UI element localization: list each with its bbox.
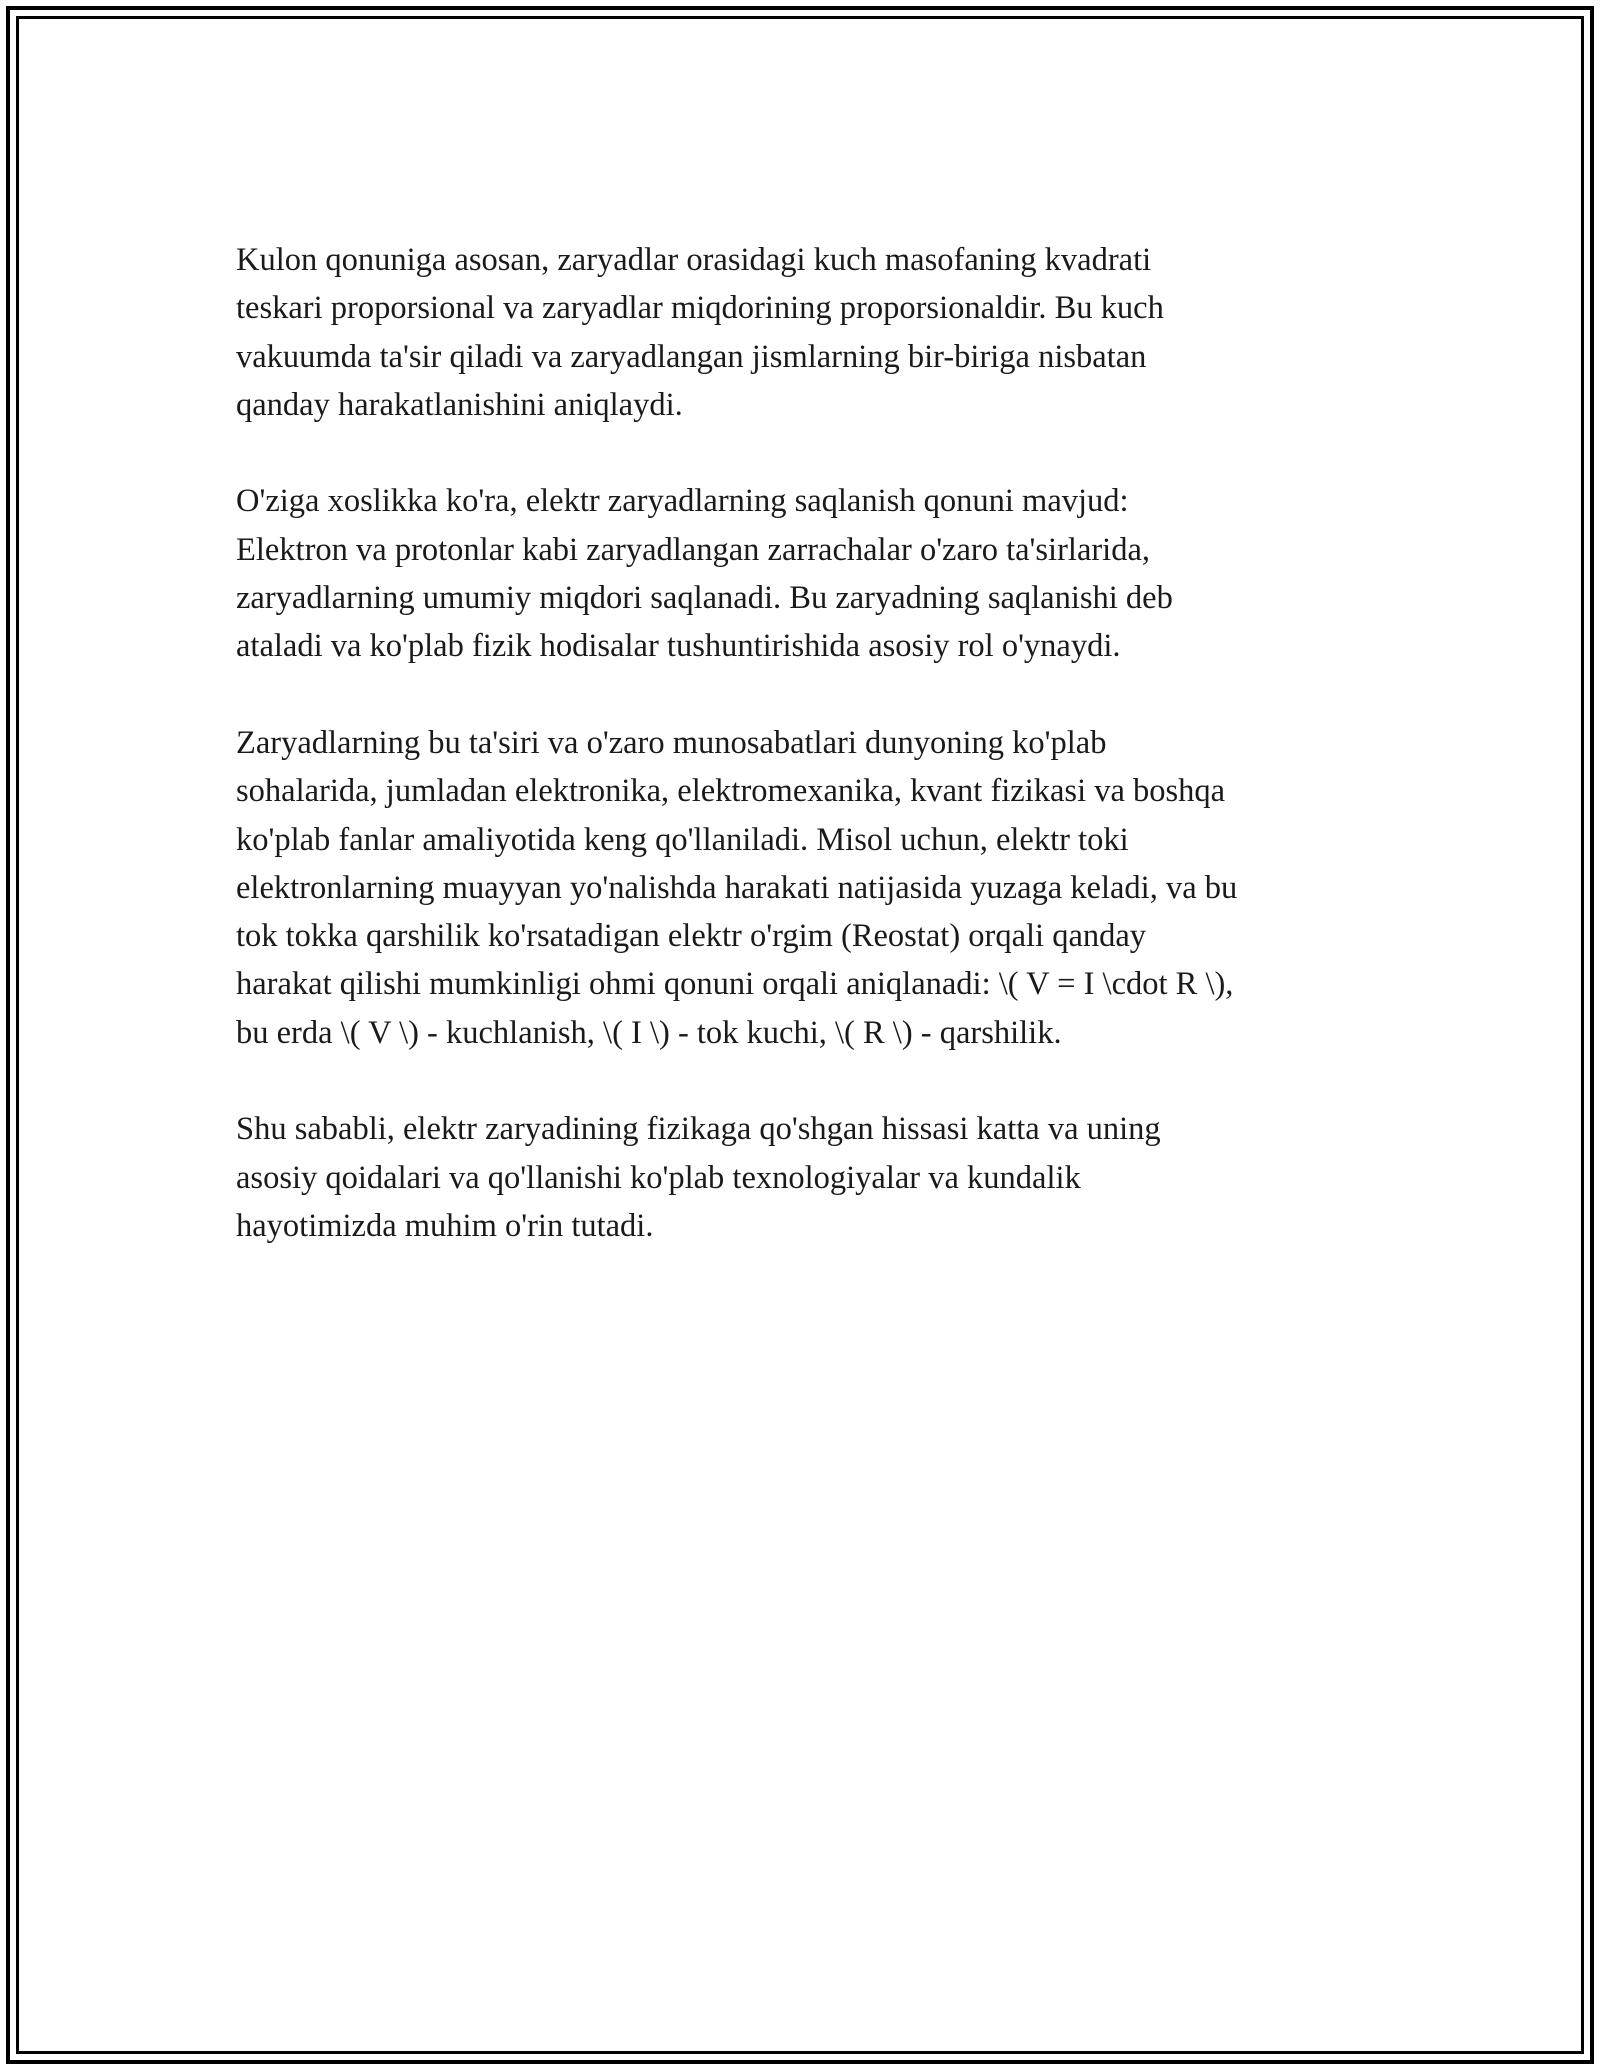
paragraph-coulomb-law: Kulon qonuniga asosan, zaryadlar orasidagi kuch masofaning kvadrati teskari proporsional va zaryadlar miqdorining proporsionaldir. Bu kuch vakuumda ta'sir qiladi va zaryadlangan jismlarning bir-biriga nisbatan qanday harakatlanishini aniqlaydi. [236,242,1164,423]
document-body [236,236,1376,1299]
paragraph-applications-ohm-law: Zaryadlarning bu ta'siri va o'zaro munosabatlari dunyoning ko'plab sohalarida, jumladan elektronika, elektromexanika, kvant fizikasi va boshqa ko'plab fanlar amaliyotida keng qo'llaniladi. Misol uchun, elektr toki elektronlarning muayyan yo'nalishda harakati natijasida yuzaga keladi, va bu tok tokka qarshilik ko'rsatadigan elektr o'rgim (Reostat) orqali qanday harakat qilishi mumkinligi ohmi qonuni orqali aniqlanadi: \( V = I \cdot R \), bu erda \( V \) - kuchlanish, \( I \) - tok kuchi, \( R \) - qarshilik. [236,724,1238,1051]
paragraph-charge-conservation: O'ziga xoslikka ko'ra, elektr zaryadlarning saqlanish qonuni mavjud: Elektron va protonlar kabi zaryadlangan zarrachalar o'zaro ta'sirlarida, zaryadlarning umumiy miqdori saqlanadi. Bu zaryadning saqlanishi deb ataladi va ko'plab fizik hodisalar tushuntirishida asosiy rol o'ynaydi. [236,483,1173,665]
paragraph-conclusion: Shu sababli, elektr zaryadining fizikaga qo'shgan hissasi katta va uning asosiy qoidalari va qo'llanishi ko'plab texnologiyalar va kundalik hayotimizda muhim o'rin tutadi. [236,1111,1161,1244]
